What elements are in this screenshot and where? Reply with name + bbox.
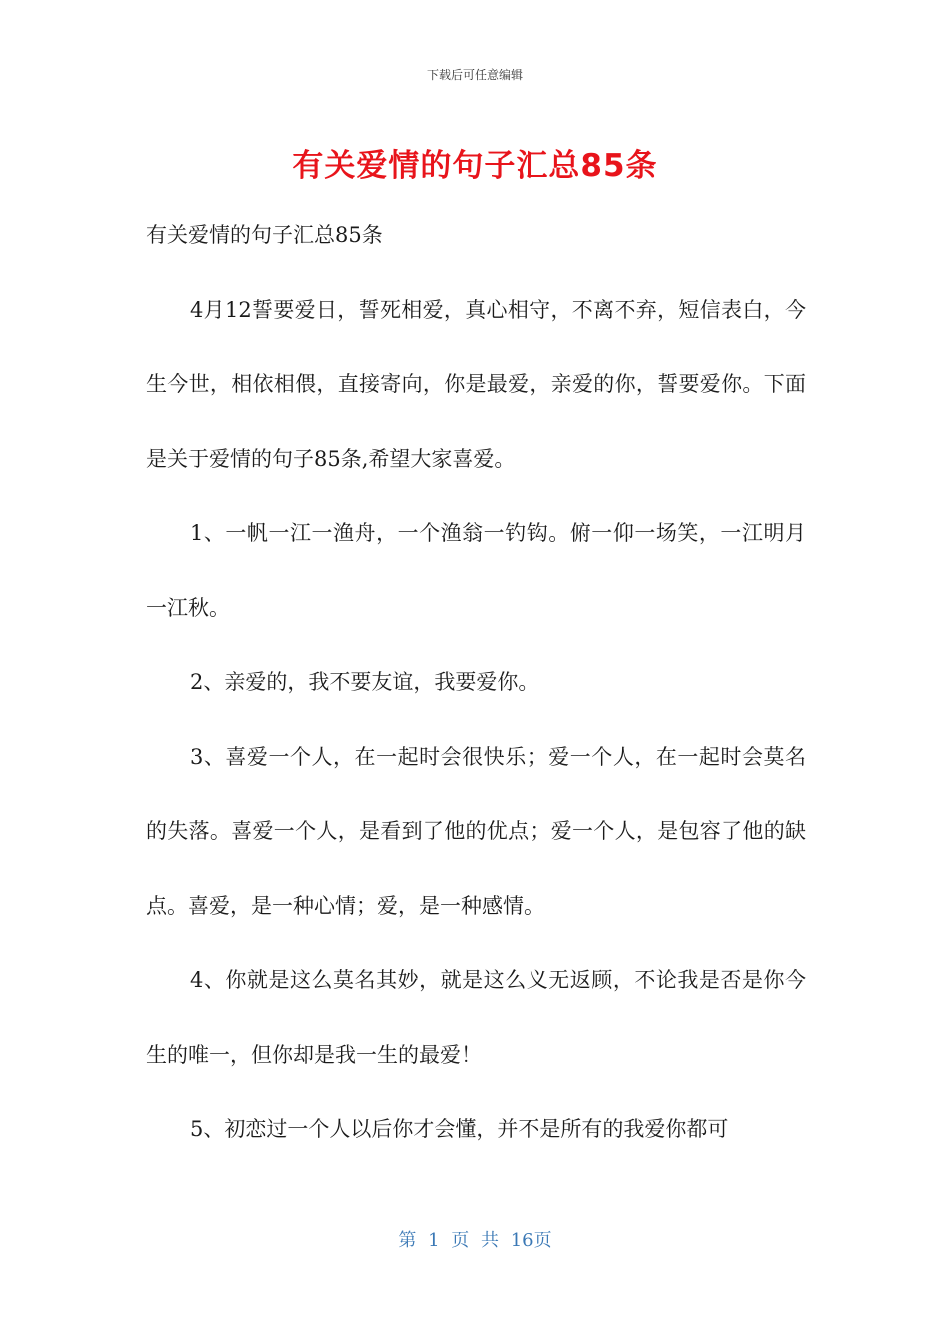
header-note: 下载后可任意编辑 [426,68,523,82]
document-body [146,198,806,1167]
paragraph-item-2: 2、亲爱的，我不要友谊，我要爱你。 [190,670,540,694]
paragraph-item-4: 4、你就是这么莫名其妙，就是这么义无返顾，不论我是否是你今生的唯一，但你却是我一生的最爱！ [146,968,806,1067]
document-title: 有关爱情的句子汇总85条 [292,148,658,184]
page-number-footer: 第 1 页 共 16页 [398,1230,552,1251]
paragraph-intro: 4月12誓要爱日，誓死相爱，真心相守，不离不弃，短信表白，今生今世，相依相偎，直接寄向，你是最爱，亲爱的你，誓要爱你。下面是关于爱情的句子85条,希望大家喜爱。 [146,297,806,471]
paragraph-item-1: 1、一帆一江一渔舟，一个渔翁一钓钩。俯一仰一场笑，一江明月一江秋。 [146,521,806,620]
paragraph-item-5: 5、初恋过一个人以后你才会懂，并不是所有的我爱你都可 [190,1117,729,1141]
document-subtitle: 有关爱情的句子汇总85条 [146,223,383,247]
paragraph-item-3: 3、喜爱一个人，在一起时会很快乐；爱一个人，在一起时会莫名的失落。喜爱一个人，是看到了他的优点；爱一个人，是包容了他的缺点。喜爱，是一种心情；爱，是一种感情。 [146,744,806,918]
